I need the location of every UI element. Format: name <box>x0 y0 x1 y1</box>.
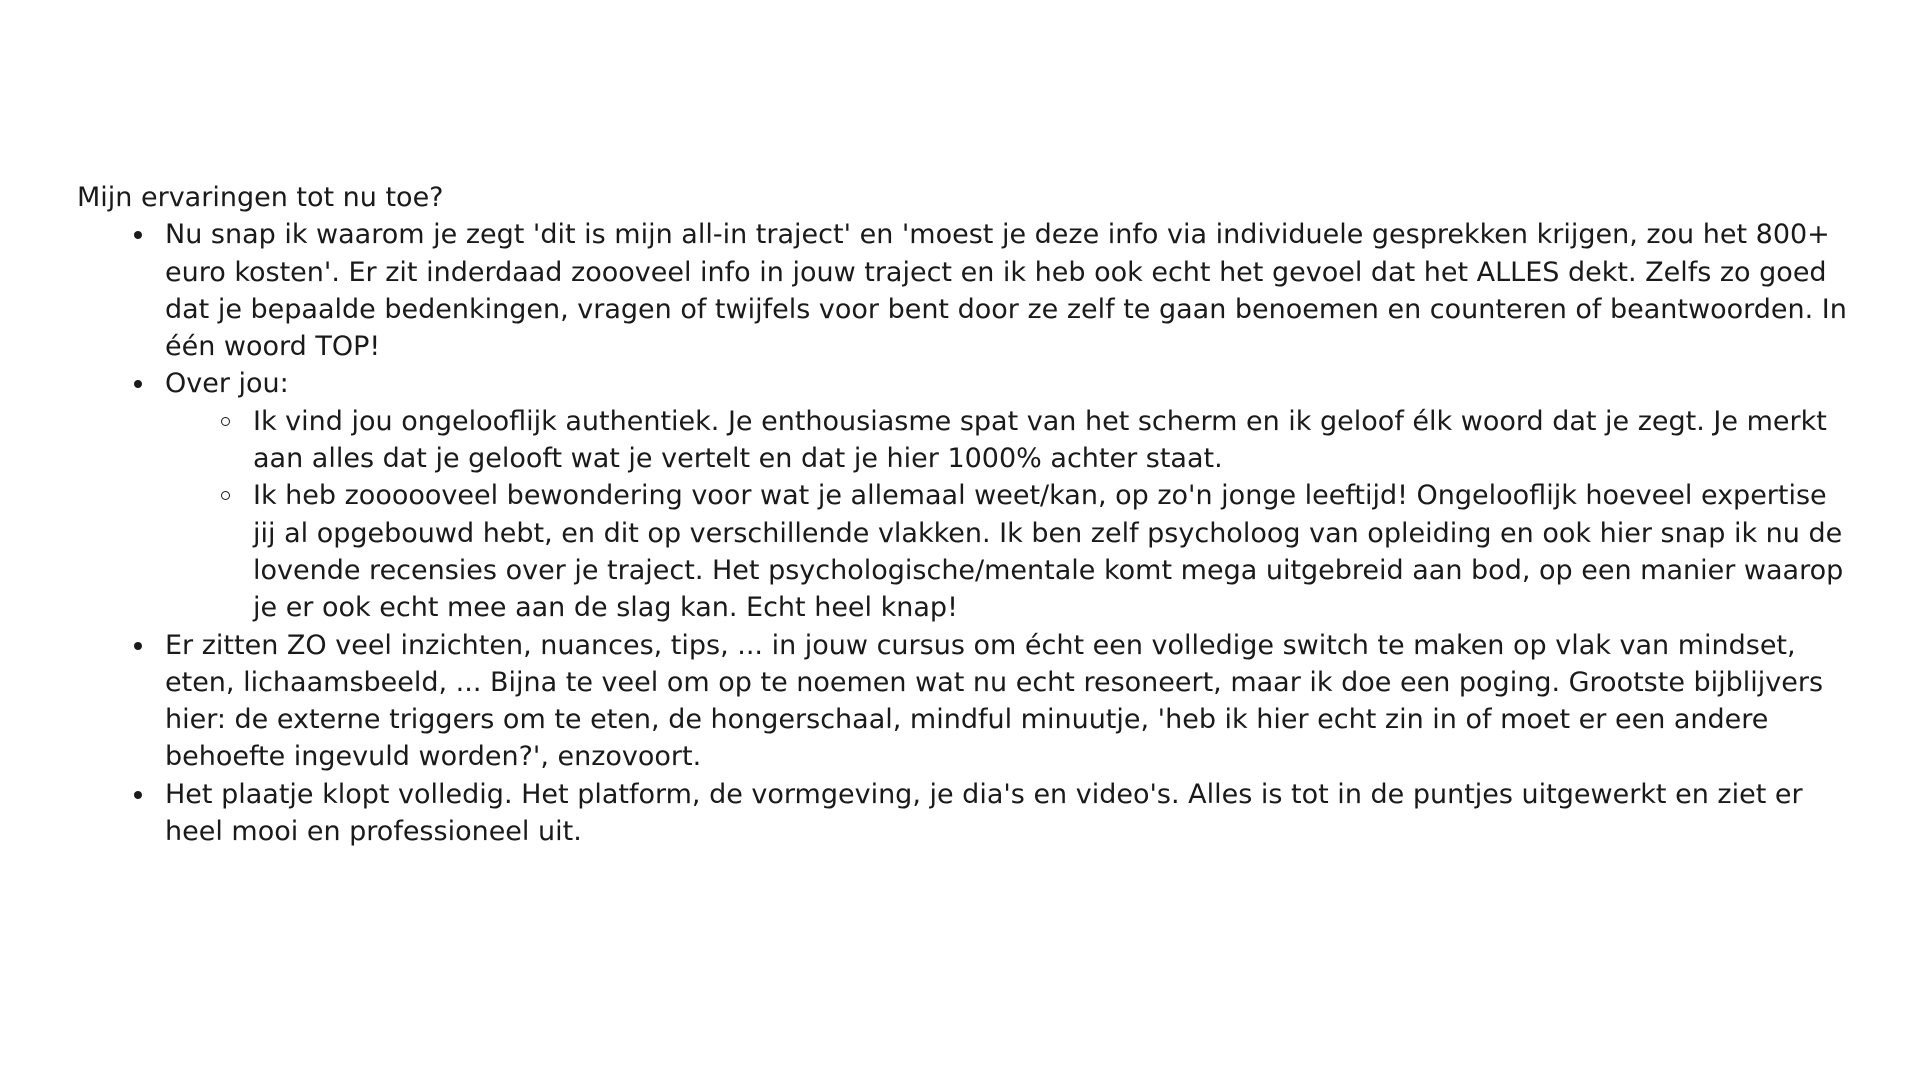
bullet-list <box>77 216 1857 850</box>
sub-bullet-list <box>165 403 1857 627</box>
sub-list-item-text: Ik heb zoooooveel bewondering voor wat je allemaal weet/kan, op zo'n jonge leeftijd! Ongelooflijk hoeveel expertise jij al opgebouwd hebt, en dit op verschillende vlakken. Ik ben zelf psycholoog van opleiding en ook hier snap ik nu de lovende recensies over je traject. Het psychologische/mentale komt mega uitgebreid aan bod, op een manier waarop je er ook echt mee aan de slag kan. Echt heel knap! <box>253 480 1844 624</box>
list-item-text: Het plaatje klopt volledig. Het platform, de vormgeving, je dia's en video's. Alles is tot in de puntjes uitgewerkt en ziet er heel mooi en professioneel uit. <box>165 778 1803 848</box>
sub-list-item <box>253 477 1857 626</box>
document-body <box>77 179 1857 850</box>
sub-list-item <box>253 403 1857 478</box>
list-item <box>165 365 1857 626</box>
list-item <box>165 627 1857 776</box>
list-item <box>165 776 1857 851</box>
list-item-text: Nu snap ik waarom je zegt 'dit is mijn all-in traject' en 'moest je deze info via individuele gesprekken krijgen, zou het 800+ euro kosten'. Er zit inderdaad zoooveel info in jouw traject en ik heb ook echt het gevoel dat het ALLES dekt. Zelfs zo goed dat je bepaalde bedenkingen, vragen of twijfels voor bent door ze zelf te gaan benoemen en counteren of beantwoorden. In één woord TOP! <box>165 219 1847 363</box>
document-heading: Mijn ervaringen tot nu toe? <box>77 182 444 213</box>
list-item-text: Er zitten ZO veel inzichten, nuances, tips, ... in jouw cursus om écht een volledige switch te maken op vlak van mindset, eten, lichaamsbeeld, ... Bijna te veel om op te noemen wat nu echt resoneert, maar ik doe een poging. Grootste bijblijvers hier: de externe triggers om te eten, de hongerschaal, mindful minuutje, 'heb ik hier echt zin in of moet er een andere behoefte ingevuld worden?', enzovoort. <box>165 629 1824 773</box>
list-item <box>165 216 1857 365</box>
list-item-text: Over jou: <box>165 368 289 400</box>
sub-list-item-text: Ik vind jou ongelooflijk authentiek. Je enthousiasme spat van het scherm en ik geloof élk woord dat je zegt. Je merkt aan alles dat je gelooft wat je vertelt en dat je hier 1000% achter staat. <box>253 405 1827 475</box>
